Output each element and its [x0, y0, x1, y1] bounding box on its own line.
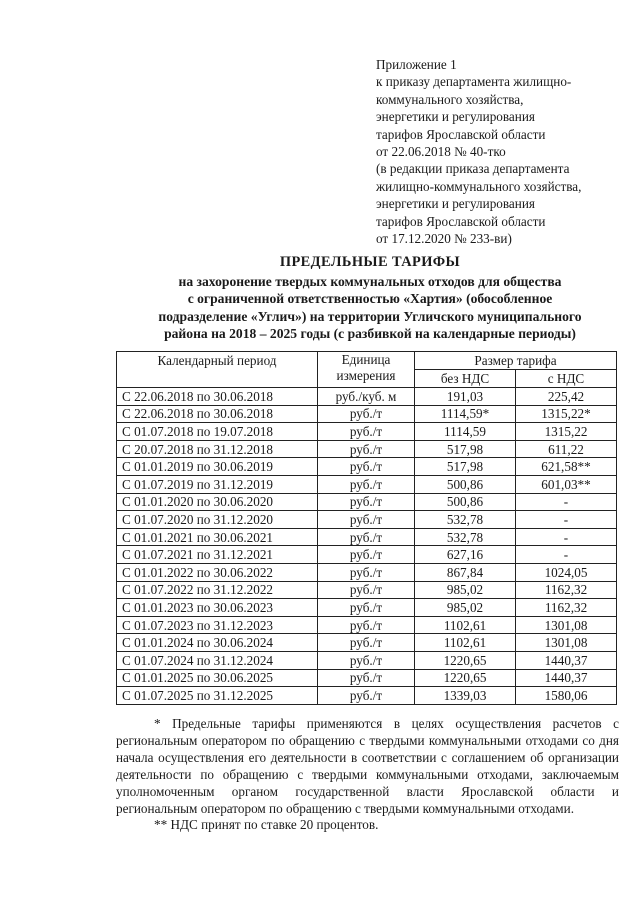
title-main: ПРЕДЕЛЬНЫЕ ТАРИФЫ: [279, 254, 461, 270]
cell-period: С 01.01.2023 по 30.06.2023: [117, 599, 318, 617]
cell-period: С 01.07.2019 по 31.12.2019: [117, 475, 318, 493]
cell-with-vat: 225,42: [516, 388, 617, 406]
appendix-line: от 17.12.2020 № 233-ви): [376, 231, 512, 247]
table-row: [117, 563, 617, 581]
cell-without-vat: 1220,65: [415, 651, 516, 669]
cell-with-vat: 1024,05: [516, 563, 617, 581]
cell-with-vat: 1315,22: [516, 423, 617, 441]
cell-without-vat: 627,16: [415, 546, 516, 564]
cell-with-vat: -: [516, 528, 617, 546]
cell-period: С 01.07.2020 по 31.12.2020: [117, 511, 318, 529]
table-row: [117, 511, 617, 529]
table-row: [117, 458, 617, 476]
cell-with-vat: 1440,37: [516, 669, 617, 687]
cell-unit: руб./т: [318, 493, 415, 511]
cell-with-vat: -: [516, 511, 617, 529]
cell-without-vat: 985,02: [415, 581, 516, 599]
table-row: [117, 634, 617, 652]
cell-unit: руб./т: [318, 581, 415, 599]
tariff-table-body: [117, 388, 617, 705]
tariff-table: [116, 351, 617, 705]
cell-period: С 01.07.2024 по 31.12.2024: [117, 651, 318, 669]
cell-unit: руб./т: [318, 475, 415, 493]
cell-period: С 01.07.2022 по 31.12.2022: [117, 581, 318, 599]
table-row: [117, 493, 617, 511]
cell-unit: руб./т: [318, 651, 415, 669]
cell-without-vat: 867,84: [415, 563, 516, 581]
cell-period: С 01.01.2019 по 30.06.2019: [117, 458, 318, 476]
title-line: на захоронение твердых коммунальных отходов для общества: [178, 273, 562, 289]
appendix-line: тарифов Ярославской области: [376, 213, 546, 229]
title-line: с ограниченной ответственностью «Хартия» (обособленное: [187, 291, 553, 307]
document-title: [100, 254, 640, 343]
cell-with-vat: 621,58**: [516, 458, 617, 476]
appendix-line: к приказу департамента жилищно-: [376, 74, 572, 90]
appendix-header: [376, 56, 626, 247]
table-row: [117, 581, 617, 599]
cell-period: С 22.06.2018 по 30.06.2018: [117, 388, 318, 406]
cell-period: С 01.01.2021 по 30.06.2021: [117, 528, 318, 546]
cell-period: С 01.01.2022 по 30.06.2022: [117, 563, 318, 581]
cell-without-vat: 500,86: [415, 493, 516, 511]
cell-with-vat: 1301,08: [516, 634, 617, 652]
title-line: района на 2018 – 2025 годы (с разбивкой на календарные периоды): [164, 326, 576, 342]
cell-period: С 22.06.2018 по 30.06.2018: [117, 405, 318, 423]
cell-unit: руб./т: [318, 616, 415, 634]
cell-unit: руб./куб. м: [318, 388, 415, 406]
table-row: [117, 687, 617, 705]
cell-without-vat: 532,78: [415, 511, 516, 529]
footnotes: [116, 716, 619, 834]
table-header-row: [117, 352, 617, 370]
cell-period: С 01.07.2023 по 31.12.2023: [117, 616, 318, 634]
cell-with-vat: -: [516, 546, 617, 564]
cell-period: С 20.07.2018 по 31.12.2018: [117, 440, 318, 458]
cell-without-vat: 532,78: [415, 528, 516, 546]
cell-period: С 01.01.2020 по 30.06.2020: [117, 493, 318, 511]
appendix-line: энергетики и регулирования: [376, 196, 535, 212]
appendix-line: (в редакции приказа департамента: [376, 161, 570, 177]
table-row: [117, 546, 617, 564]
cell-unit: руб./т: [318, 511, 415, 529]
header-with-vat: с НДС: [516, 370, 617, 388]
appendix-line: от 22.06.2018 № 40-тко: [376, 144, 506, 160]
cell-with-vat: 1162,32: [516, 581, 617, 599]
footnote-double-asterisk: ** НДС принят по ставке 20 процентов.: [154, 817, 379, 833]
table-row: [117, 405, 617, 423]
cell-with-vat: 1580,06: [516, 687, 617, 705]
cell-unit: руб./т: [318, 458, 415, 476]
cell-with-vat: -: [516, 493, 617, 511]
table-row: [117, 669, 617, 687]
cell-unit: руб./т: [318, 528, 415, 546]
table-row: [117, 388, 617, 406]
header-period: Календарный период: [117, 352, 318, 388]
table-row: [117, 616, 617, 634]
cell-unit: руб./т: [318, 546, 415, 564]
cell-with-vat: 1301,08: [516, 616, 617, 634]
cell-unit: руб./т: [318, 669, 415, 687]
cell-without-vat: 517,98: [415, 458, 516, 476]
cell-without-vat: 1220,65: [415, 669, 516, 687]
appendix-line: тарифов Ярославской области: [376, 126, 546, 142]
header-unit: [318, 352, 415, 388]
cell-period: С 01.07.2018 по 19.07.2018: [117, 423, 318, 441]
appendix-line: Приложение 1: [376, 57, 457, 72]
cell-without-vat: 1114,59: [415, 423, 516, 441]
cell-without-vat: 191,03: [415, 388, 516, 406]
cell-unit: руб./т: [318, 423, 415, 441]
appendix-line: коммунального хозяйства,: [376, 91, 524, 107]
cell-without-vat: 1339,03: [415, 687, 516, 705]
table-row: [117, 651, 617, 669]
cell-period: С 01.01.2024 по 30.06.2024: [117, 634, 318, 652]
appendix-line: жилищно-коммунального хозяйства,: [376, 178, 582, 194]
header-without-vat: без НДС: [415, 370, 516, 388]
cell-without-vat: 1114,59*: [415, 405, 516, 423]
cell-without-vat: 500,86: [415, 475, 516, 493]
footnote-single-asterisk: * Предельные тарифы применяются в целях осуществления расчетов с региональным оператором по обращению с твердыми коммунальными отходами со дня начала осуществления его деятельности в соответствии с соглашением об организации деятельности по обращению с твердыми коммунальными отходами, заключаемым уполномоченным органом государственной власти Ярославской области и региональным оператором по обращению с твердыми коммунальными отходами.: [116, 716, 619, 816]
cell-without-vat: 985,02: [415, 599, 516, 617]
cell-without-vat: 517,98: [415, 440, 516, 458]
cell-period: С 01.01.2025 по 30.06.2025: [117, 669, 318, 687]
table-row: [117, 599, 617, 617]
appendix-line: энергетики и регулирования: [376, 109, 535, 125]
cell-unit: руб./т: [318, 563, 415, 581]
cell-unit: руб./т: [318, 634, 415, 652]
table-row: [117, 440, 617, 458]
cell-with-vat: 1162,32: [516, 599, 617, 617]
title-line: подразделение «Углич») на территории Угличского муниципального: [158, 308, 582, 324]
table-row: [117, 423, 617, 441]
cell-period: С 01.07.2021 по 31.12.2021: [117, 546, 318, 564]
cell-unit: руб./т: [318, 599, 415, 617]
header-unit-line1: Единица: [341, 352, 391, 367]
cell-with-vat: 1440,37: [516, 651, 617, 669]
cell-period: С 01.07.2025 по 31.12.2025: [117, 687, 318, 705]
cell-with-vat: 601,03**: [516, 475, 617, 493]
cell-with-vat: 1315,22*: [516, 405, 617, 423]
header-unit-line2: измерения: [336, 368, 396, 383]
cell-unit: руб./т: [318, 687, 415, 705]
table-row: [117, 528, 617, 546]
cell-with-vat: 611,22: [516, 440, 617, 458]
header-tariff-size: Размер тарифа: [415, 352, 617, 370]
cell-unit: руб./т: [318, 440, 415, 458]
cell-without-vat: 1102,61: [415, 634, 516, 652]
cell-unit: руб./т: [318, 405, 415, 423]
cell-without-vat: 1102,61: [415, 616, 516, 634]
table-row: [117, 475, 617, 493]
